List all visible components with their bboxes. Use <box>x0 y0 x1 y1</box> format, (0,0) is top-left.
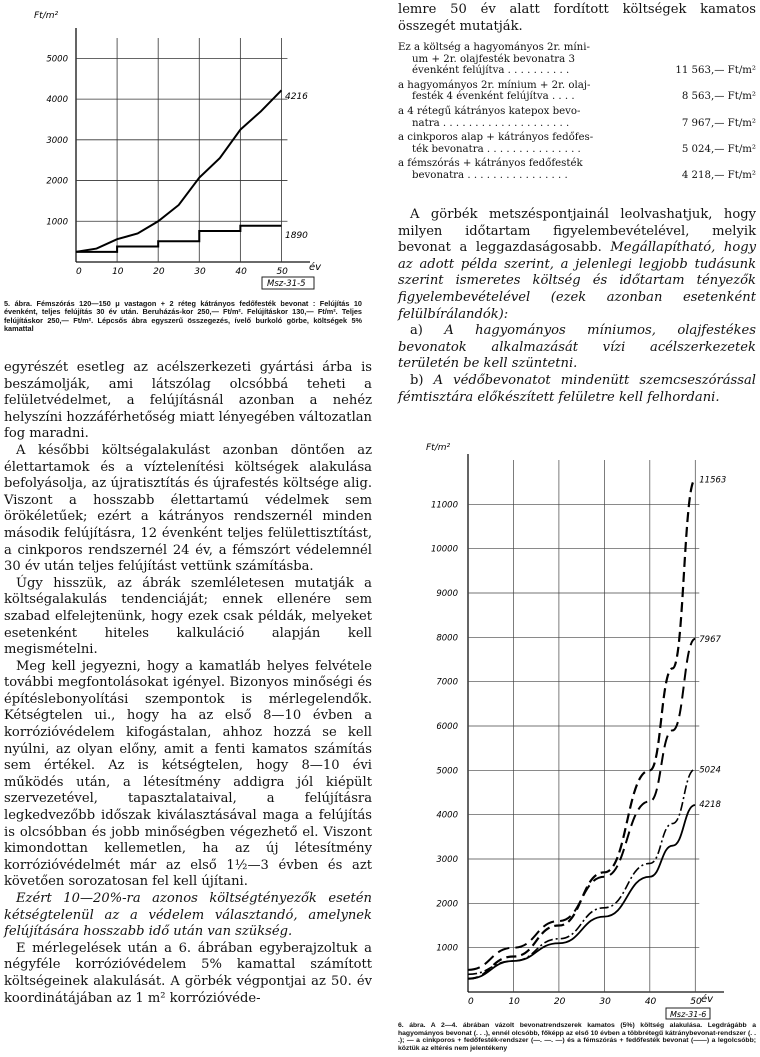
series-line-3 <box>468 769 695 974</box>
left-body-text <box>4 360 372 1007</box>
cost-value: 8 563,— Ft/m² <box>681 91 756 103</box>
paragraph: A későbbi költségalakulást azonban döntően az élettartamok és a víztelenítési költségek alakulása befolyásolja, az újratisztítás és újrafestés költsége alig. Viszont a hosszabb élettartamú védelmek sem örökéletűek; ezért a kátrányos rendszernél minden második felújításra, 12 évenként teljes felülettisztítást, a cinkporos rendszernél 24 év, a fémszórt védelemnél 30 év után teljes felújítást vettünk számításba. <box>4 442 372 575</box>
y-tick-label: 3000 <box>46 135 68 146</box>
series-line-2 <box>468 639 695 970</box>
series-end-label: 7967 <box>699 634 721 645</box>
fig6-stamp: Msz-31-6 <box>670 1010 707 1019</box>
paragraph: lemre 50 év alatt fordított költségek kamatos összegét mutatják. <box>398 2 756 34</box>
x-tick-label: 50 <box>276 267 288 277</box>
cost-row-text: évenként felújítva . . . . . . . . . . <box>412 65 570 77</box>
paragraph-italic: Ezért 10—20%-ra azonos költségtényezők esetén kétségtelenül az a védelem választandó, amelynek felújítására hosszabb idő után van szükség. <box>4 891 372 940</box>
series-end-label: 11563 <box>699 475 727 486</box>
y-tick-label: 2000 <box>46 176 68 187</box>
cost-row-text: a fémszórás + kátrányos fedőfesték <box>398 158 583 170</box>
y-tick-label: 2000 <box>436 899 458 910</box>
series-line-1 <box>468 479 695 978</box>
figure-6-chart <box>398 430 760 1020</box>
list-item-b <box>398 373 756 406</box>
y-tick-label: 5000 <box>436 766 458 777</box>
cost-list <box>398 42 756 185</box>
x-tick-label: 0 <box>468 997 474 1007</box>
y-tick-label: 4000 <box>46 95 68 106</box>
right-body-text <box>398 207 756 406</box>
paragraph-italic-text: Megállapítható, hogy az adott példa szerint, a jelenlegi legjobb tudásunk szerint ismeretes költség és időtartam tényezők figyelembevételével (ezek azonban esetenként felülbírálandók): <box>398 240 756 322</box>
series-line-2 <box>76 226 281 252</box>
cost-value: 5 024,— Ft/m² <box>681 143 756 155</box>
y-tick-label: 8000 <box>436 633 458 644</box>
x-tick-label: 30 <box>599 997 611 1007</box>
x-tick-label: 0 <box>76 267 82 277</box>
list-item-a <box>398 323 756 373</box>
cost-row <box>398 42 756 77</box>
x-tick-label: 10 <box>112 267 124 277</box>
cost-row <box>398 132 756 155</box>
cost-value: 7 967,— Ft/m² <box>681 117 756 129</box>
fig5-end-label-lower: 1890 <box>285 231 308 241</box>
right-intro <box>398 2 756 35</box>
y-tick-label: 1000 <box>436 943 458 954</box>
paragraph-text: A görbék metszéspontjainál leolvashatjuk, hogy milyen időtartam figyelembevételével, melyik bevonat a leggazdaságosabb. <box>398 207 756 256</box>
cost-row-text: a 4 rétegű kátrányos katepox bevo- <box>398 105 581 117</box>
series-end-label: 4218 <box>699 800 721 811</box>
y-tick-label: 3000 <box>436 855 458 865</box>
y-tick-label: 6000 <box>436 722 458 732</box>
figure-5 <box>4 0 372 312</box>
y-tick-label: 11000 <box>430 500 458 511</box>
y-tick-label: 5000 <box>46 54 68 65</box>
cost-row <box>398 80 756 103</box>
cost-row <box>398 158 756 181</box>
cost-row-text: Ez a költség a hagyományos 2r. míni- <box>398 42 590 53</box>
y-tick-label: 7000 <box>436 677 458 688</box>
x-tick-label: 20 <box>553 997 566 1007</box>
x-tick-label: 40 <box>235 267 247 277</box>
list-label: b) <box>410 372 424 388</box>
cost-value: 11 563,— Ft/m² <box>675 65 756 77</box>
list-text: A hagyományos míniumos, olajfestékes bevonatok alkalmazását vízi acélszerkezetek területén be kell szüntetni. <box>398 323 756 372</box>
cost-row-text: a hagyományos 2r. mínium + 2r. olaj- <box>398 79 591 91</box>
series-line-1 <box>76 90 281 252</box>
y-tick-label: 1000 <box>46 217 68 228</box>
fig6-ylabel: Ft/m² <box>426 443 451 453</box>
list-label: a) <box>410 323 423 339</box>
y-tick-label: 10000 <box>430 544 458 555</box>
series-line-4 <box>468 805 695 979</box>
paragraph: Úgy hisszük, az ábrák szemléletesen mutatják a költségalakulás tendenciáját; ennek ellenére sem szabad elfelejtenünk, hogy ezek csak példák, melyeket esetenként hiteles kalkuláció alapján kell megismételni. <box>4 575 372 658</box>
figure-6-caption: 6. ábra. A 2—4. ábrában vázolt bevonatrendszerek kamatos (5%) költség alakulása. Legdrágább a hagyományos bevonat (. . .), ennél olcsóbb, főképp az első 10 évben a többrétegű kátránybevonat-rendszer (. . .); — a cinkporos + fedőfesték-rendszer (—. —. —) és a fémszórás + fedőfesték bevonat (——) a legolcsóbb; köztük az eltérés nem jelentékeny <box>398 1022 756 1052</box>
fig5-stamp: Msz-31-5 <box>267 279 306 289</box>
x-tick-label: 50 <box>690 997 702 1007</box>
cost-row-text: bevonatra . . . . . . . . . . . . . . . . <box>412 169 568 181</box>
x-tick-label: 20 <box>153 267 165 277</box>
cost-row-text: natra . . . . . . . . . . . . . . . . . . . . <box>412 117 570 129</box>
figure-6 <box>398 430 760 1020</box>
cost-row-text: a cinkporos alap + kátrányos fedőfes- <box>398 132 594 144</box>
x-tick-label: 40 <box>644 997 657 1007</box>
y-tick-label: 9000 <box>436 589 458 599</box>
fig5-end-label-upper: 4216 <box>285 92 308 102</box>
figure-5-chart <box>4 0 372 312</box>
fig5-xlabel: év <box>309 262 322 273</box>
list-text: A védőbevonatot mindenütt szemcseszórással fémtisztára előkészített felületre kell felhordani. <box>398 372 756 405</box>
paragraph: Meg kell jegyezni, hogy a kamatláb helyes felvétele további megfontolásokat igényel. Bizonyos minőségi és építéslebonyolítási szempontok is mérlegelendők. Kétségtelen ui., hogy ha az első 8—10 évben a korrózióvédelem kifogástalan, ahhoz hozzá se kell nyúlni, az olyan előny, amit a fenti kamatos számítás sem értékel. Az is kétségtelen, hogy 8—10 évi működés után, a létesítmény addigra jól kiépült szervezetével, tapasztalataival, a felújításra legkedvezőbb időszak kiválasztásával maga a felújítás is olcsóbban és jobb minőségben végezhető el. Viszont kimondottan kellemetlen, ha az új létesítmény korrózióvédelmét már az első 1½—3 évben és azt követően sorozatosan fel kell újítani. <box>4 658 372 890</box>
cost-row <box>398 106 756 129</box>
series-end-label: 5024 <box>699 765 721 776</box>
y-tick-label: 4000 <box>436 810 458 821</box>
cost-row-text: um + 2r. olajfesték bevonatra 3 <box>412 53 575 65</box>
cost-value: 4 218,— Ft/m² <box>681 169 756 181</box>
x-tick-label: 30 <box>194 267 206 277</box>
paragraph: egyrészét esetleg az acélszerkezeti gyártási árba is beszámolják, ami látszólag olcsóbbá teheti a felületvédelmet, a felújításnál azonban a nehéz helyszíni hozzáférhetőség miatt lényegében változatlan fog maradni. <box>4 360 372 442</box>
fig6-xlabel: év <box>701 994 714 1005</box>
figure-5-caption: 5. ábra. Fémszórás 120—150 μ vastagon + 2 réteg kátrányos fedőfesték bevonat : Felújítás 10 évenként, teljes felújítás 30 év után. Beruházás-kor 250,— Ft/m². Felújításkor 130,— Ft/m². Teljes felújításkor 250,— Ft/m². Lépcsős ábra egyszerű összegezés, ívelő burkoló görbe, költségek 5% kamattal <box>4 299 362 334</box>
paragraph: E mérlegelések után a 6. ábrában egyberajzoltuk a négyféle korrózióvédelem 5% kamattal számított költségeinek alakulását. A görbék végpontjai az 50. év koordinátájában az 1 m² korrózióvéde- <box>4 940 372 1006</box>
fig5-ylabel: Ft/m² <box>34 11 59 21</box>
cost-row-text: ték bevonatra . . . . . . . . . . . . . . . <box>412 143 581 155</box>
x-tick-label: 10 <box>508 997 520 1007</box>
cost-row-text: festék 4 évenként felújítva . . . . <box>412 91 575 103</box>
paragraph <box>398 207 756 323</box>
